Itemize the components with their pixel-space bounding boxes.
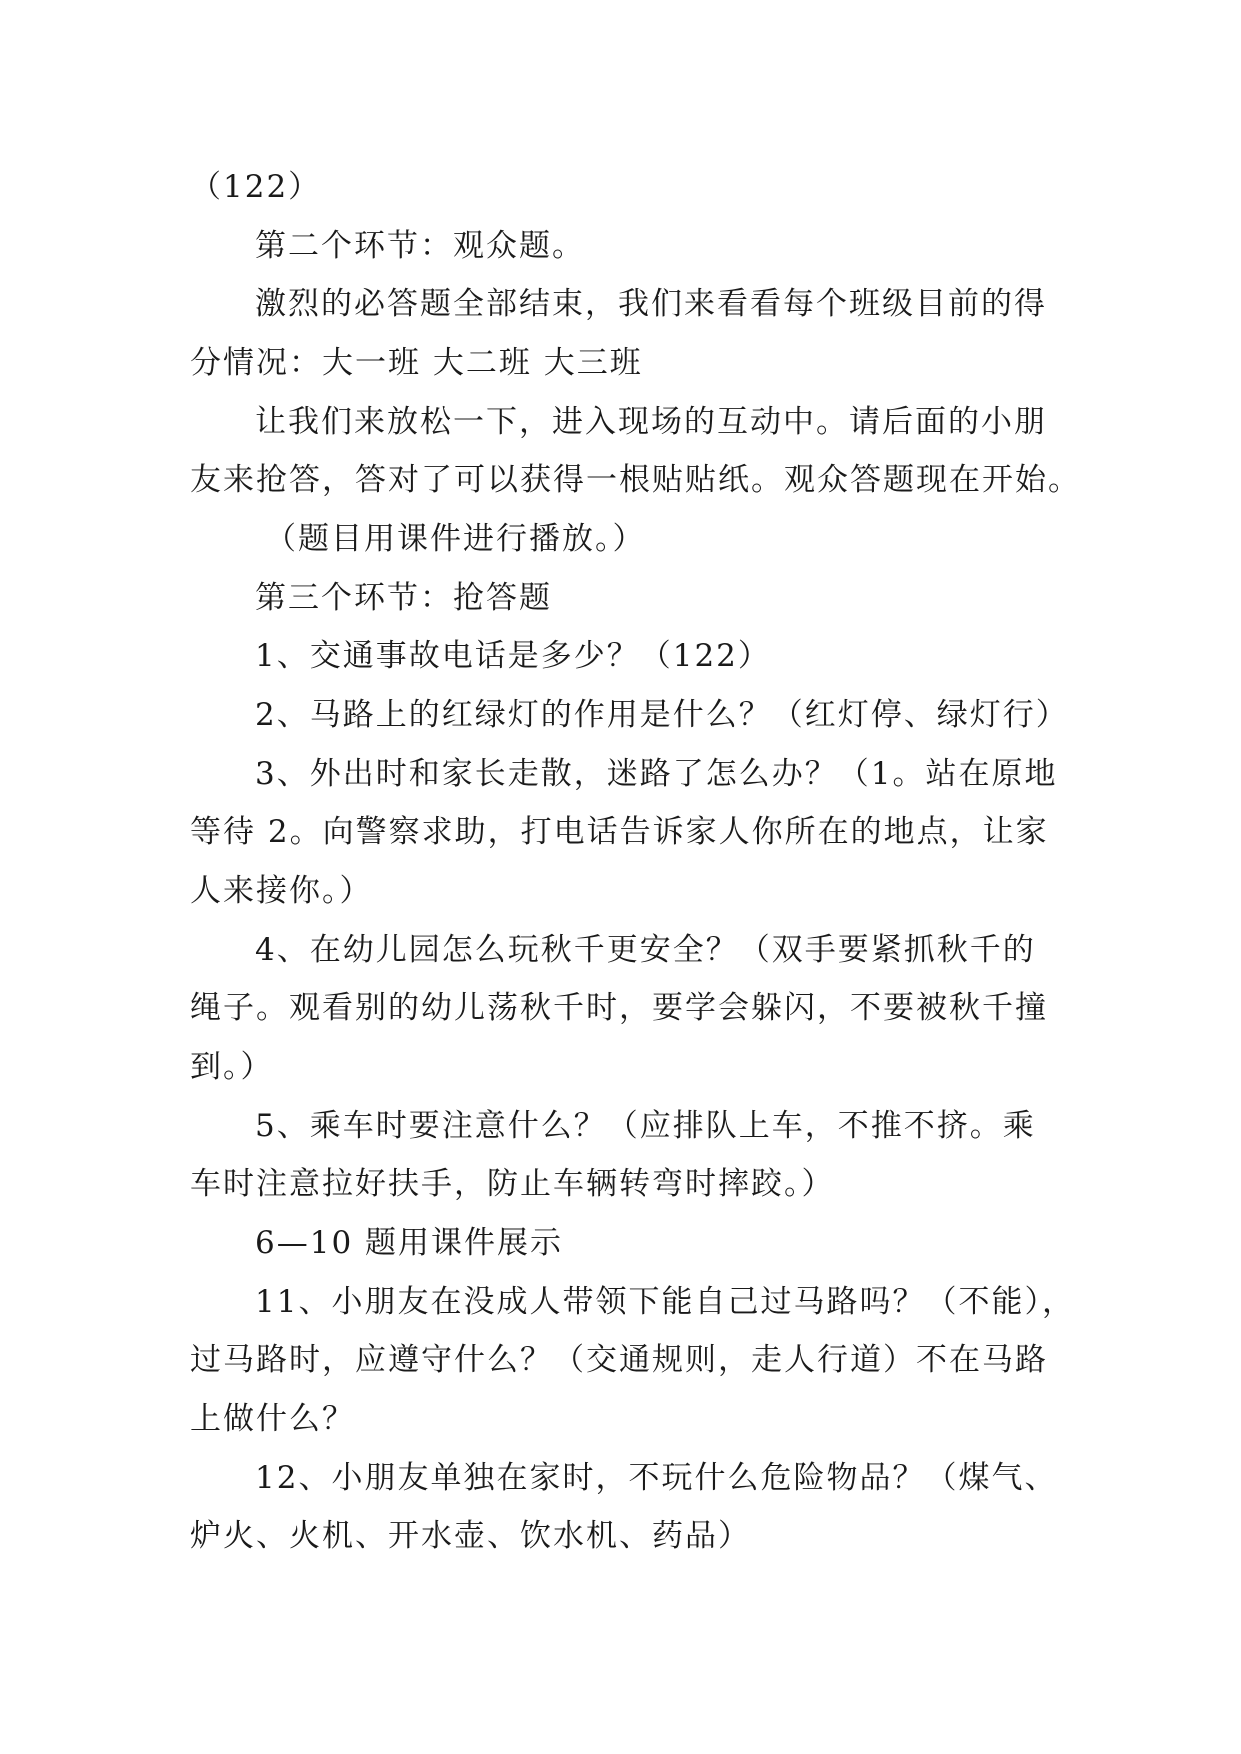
question-line: 12、小朋友单独在家时，不玩什么危险物品？（煤气、 [255, 1460, 1058, 1496]
question-line: 1、交通事故电话是多少？（122） [255, 638, 771, 674]
text-line: 过马路时，应遵守什么？（交通规则，走人行道）不在马路 [190, 1342, 1048, 1378]
text-line: 到。） [190, 1049, 274, 1085]
text-line: 绳子。观看别的幼儿荡秋千时，要学会躲闪，不要被秋千撞 [190, 990, 1048, 1026]
text-line: （题目用课件进行播放。） [265, 521, 646, 557]
text-line: 等待 2。向警察求助，打电话告诉家人你所在的地点，让家 [190, 814, 1049, 850]
text-line: 炉火、火机、开水壶、饮水机、药品） [190, 1518, 751, 1554]
question-line: 4、在幼儿园怎么玩秋千更安全？（双手要紧抓秋千的 [255, 932, 1036, 968]
text-line: 上做什么？ [190, 1401, 355, 1437]
text-line: 分情况：大一班 大二班 大三班 [190, 345, 643, 381]
text-line: 激烈的必答题全部结束，我们来看看每个班级目前的得 [255, 286, 1047, 322]
text-line: （122） [190, 169, 322, 205]
text-line: 让我们来放松一下，进入现场的互动中。请后面的小朋 [255, 404, 1047, 440]
section-heading: 第二个环节：观众题。 [255, 228, 585, 264]
text-line: 6—10 题用课件展示 [255, 1225, 564, 1261]
text-line: 人来接你。） [190, 873, 373, 909]
question-line: 11、小朋友在没成人带领下能自己过马路吗？（不能）， [255, 1284, 1075, 1320]
question-line: 2、马路上的红绿灯的作用是什么？（红灯停、绿灯行） [255, 697, 1069, 733]
question-line: 5、乘车时要注意什么？（应排队上车，不推不挤。乘 [255, 1108, 1036, 1144]
question-line: 3、外出时和家长走散，迷路了怎么办？（1。站在原地 [255, 756, 1058, 792]
text-line: 车时注意拉好扶手，防止车辆转弯时摔跤。） [190, 1166, 835, 1202]
section-heading: 第三个环节：抢答题 [255, 580, 552, 616]
text-line: 友来抢答，答对了可以获得一根贴贴纸。观众答题现在开始。 [190, 462, 1081, 498]
